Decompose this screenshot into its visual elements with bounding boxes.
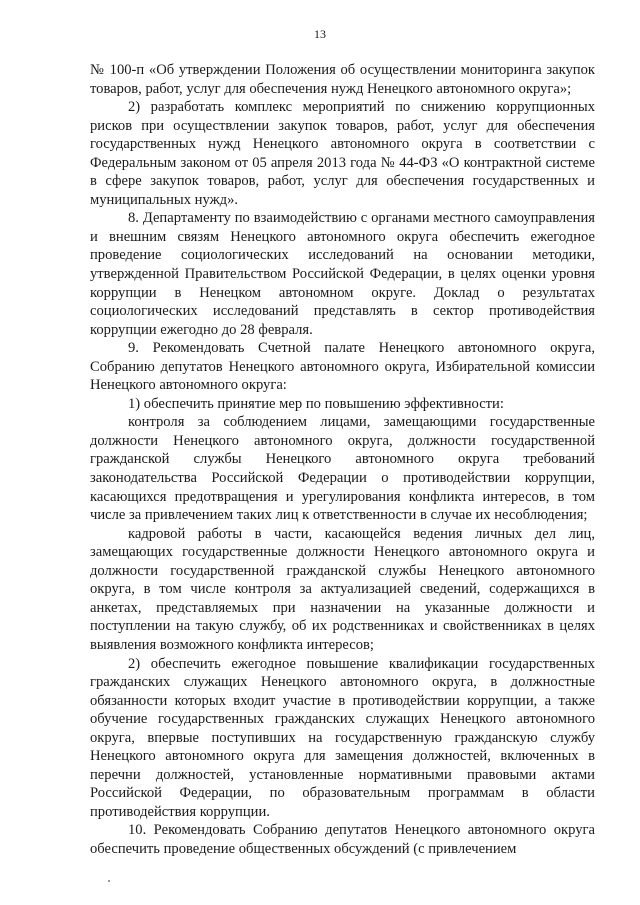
document-body xyxy=(90,61,595,859)
paragraph-subitem-2-training: 2) обеспечить ежегодное повышение квалификации государственных гражданских служащих Ненецкого автономного округа, в должностные обязанности которых входит участие в противодействии коррупции, а также обучение государственных гражданских служащих Ненецкого автономного округа, впервые поступивших на государственную гражданскую службу Ненецкого автономного округа для замещения должностей, включенных в перечни должностей, установленные нормативными правовыми актами Российской Федерации, по образовательным программам в области противодействия коррупции. xyxy=(90,655,595,820)
paragraph-item-10-recommend: 10. Рекомендовать Собранию депутатов Ненецкого автономного округа обеспечить проведение общественных обсуждений (с привлечением xyxy=(90,822,595,857)
page-number: 13 xyxy=(314,27,326,41)
paragraph-control-compliance: контроля за соблюдением лицами, замещающими государственные должности Ненецкого автономного округа, должности государственной гражданской службы Ненецкого автономного округа требований законодательства Российской Федерации о противодействии коррупции, касающихся предотвращения и урегулирования конфликта интересов, в том числе за привлечением таких лиц к ответственности в случае их несоблюдения; xyxy=(90,414,595,524)
scan-speck xyxy=(108,880,110,882)
paragraph-subitem-1-measures: 1) обеспечить принятие мер по повышению эффективности: xyxy=(128,395,504,412)
paragraph-personnel-work: кадровой работы в части, касающейся ведения личных дел лиц, замещающих государственные должности Ненецкого автономного округа и должности государственной гражданской службы Ненецкого автономного округа, в том числе контроля за актуализацией сведений, содержащихся в анкетах, представляемых при назначении на указанные должности и поступлении на такую службу, об их родственниках и свойственниках в целях выявления возможного конфликта интересов; xyxy=(90,525,595,653)
paragraph-item-9-recommend: 9. Рекомендовать Счетной палате Ненецкого автономного округа, Собранию депутатов Ненецкого автономного округа, Избирательной комиссии Ненецкого автономного округа: xyxy=(90,340,595,394)
paragraph-item-8-department: 8. Департаменту по взаимодействию с органами местного самоуправления и внешним связям Ненецкого автономного округа обеспечить ежегодное проведение социологических исследований на основании методики, утвержденной Правительством Российской Федерации, в целях оценки уровня коррупции в Ненецком автономном округе. Доклад о результатах социологических исследований представлять в сектор противодействия коррупции ежегодно до 28 февраля. xyxy=(90,210,595,338)
paragraph-item-2-procurement-risks: 2) разработать комплекс мероприятий по снижению коррупционных рисков при осуществлении закупок товаров, работ, услуг для обеспечения государственных нужд Ненецкого автономного округа в соответствии с Федеральным законом от 05 апреля 2013 года № 44-ФЗ «О контрактной системе в сфере закупок товаров, работ, услуг для обеспечения государственных и муниципальных нужд». xyxy=(90,99,595,208)
paragraph-continuation: № 100-п «Об утверждении Положения об осуществлении мониторинга закупок товаров, работ, услуг для обеспечения нужд Ненецкого автономного округа»; xyxy=(90,62,595,97)
